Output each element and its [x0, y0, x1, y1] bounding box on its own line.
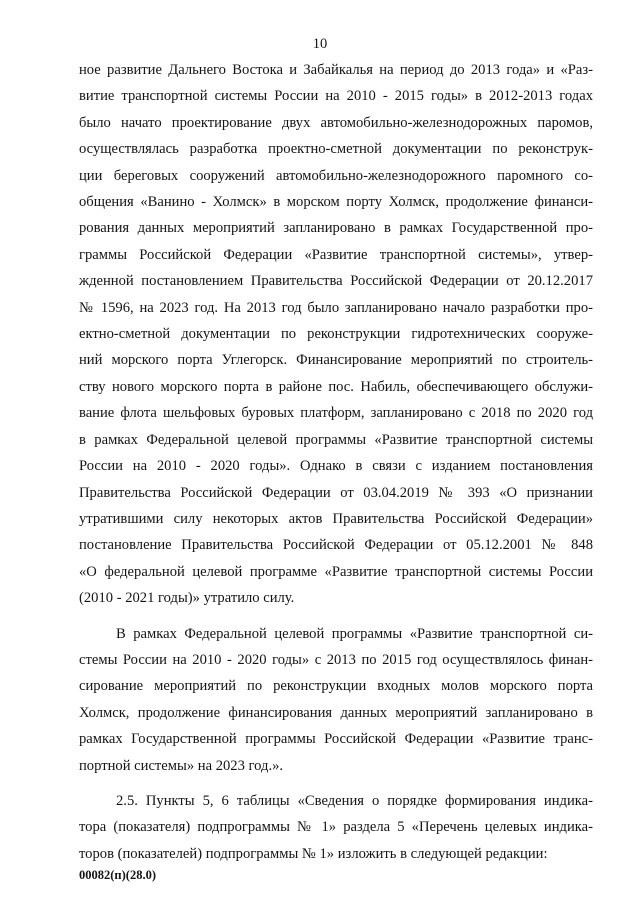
text-line: сирование мероприятий по реконструкции входных молов морского порта	[79, 678, 593, 695]
text-line: (2010 - 2021 годы)» утратило силу.	[79, 590, 295, 607]
text-line: стемы России на 2010 - 2020 годы» с 2013 по 2015 год осуществлялось финан-	[79, 651, 593, 668]
text-line: общения «Ванино - Холмск» в морском порту Холмск, продолжение финанси-	[79, 194, 593, 211]
paragraph	[79, 788, 593, 867]
text-line: ству нового морского порта в районе пос. Набиль, обеспечивающего обслужи-	[79, 378, 593, 395]
text-line: постановление Правительства Российской Федерации от 05.12.2001 № 848	[79, 537, 593, 554]
text-line: России на 2010 - 2020 годы». Однако в связи с изданием постановления	[79, 458, 593, 475]
paragraph-spacer	[79, 779, 593, 788]
text-line: 2.5. Пункты 5, 6 таблицы «Сведения о порядке формирования индика-	[116, 792, 593, 809]
text-line: граммы Российской Федерации «Развитие транспортной системы», утвер-	[79, 246, 593, 263]
text-line: было начато проектирование двух автомобильно-железнодорожных паромов,	[79, 114, 593, 131]
text-line: № 1596, на 2023 год. На 2013 год было запланировано начало разработки про-	[79, 299, 593, 316]
text-line: вание флота шельфовых буровых платформ, запланировано с 2018 по 2020 год	[79, 405, 593, 422]
text-line: рамках Государственной программы Российской Федерации «Развитие транс-	[79, 731, 593, 748]
text-line: в рамках Федеральной целевой программы «Развитие транспортной системы	[79, 431, 593, 448]
text-line: осуществлялась разработка проектно-сметной документации по реконструк-	[79, 141, 593, 158]
text-line: тора (показателя) подпрограммы № 1» раздела 5 «Перечень целевых индика-	[79, 819, 593, 836]
text-line: жденной постановлением Правительства Российской Федерации от 20.12.2017	[79, 273, 593, 290]
text-line: Правительства Российской Федерации от 03.04.2019 № 393 «О признании	[79, 484, 593, 501]
paragraph	[79, 621, 593, 779]
text-line: рования данных мероприятий запланировано в рамках Государственной про-	[79, 220, 593, 237]
text-line: витие транспортной системы России на 2010 - 2015 годы» в 2012-2013 годах	[79, 88, 593, 105]
text-line: ектно-сметной документации по реконструкции гидротехнических сооруже-	[79, 326, 593, 343]
text-line: Холмск, продолжение финансирования данных мероприятий запланировано в	[79, 704, 593, 721]
text-line: «О федеральной целевой программе «Развитие транспортной системы России	[79, 563, 593, 580]
text-line: утратившими силу некоторых актов Правительства Российской Федерации»	[79, 510, 593, 527]
text-line: ное развитие Дальнего Востока и Забайкалья на период до 2013 года» и «Раз-	[79, 62, 593, 78]
document-body	[79, 57, 593, 867]
text-line: торов (показателей) подпрограммы № 1» изложить в следующей редакции:	[79, 845, 548, 862]
text-line: портной системы» на 2023 год.».	[79, 757, 284, 774]
page-number: 10	[312, 36, 328, 52]
document-code: 00082(п)(28.0)	[79, 868, 156, 882]
text-line: ции береговых сооружений автомобильно-железнодорожного паромного со-	[79, 167, 593, 184]
text-line: ний морского порта Углегорск. Финансирование мероприятий по строитель-	[79, 352, 593, 369]
paragraph	[79, 57, 593, 612]
text-line: В рамках Федеральной целевой программы «Развитие транспортной си-	[116, 625, 593, 642]
paragraph-spacer	[79, 612, 593, 621]
